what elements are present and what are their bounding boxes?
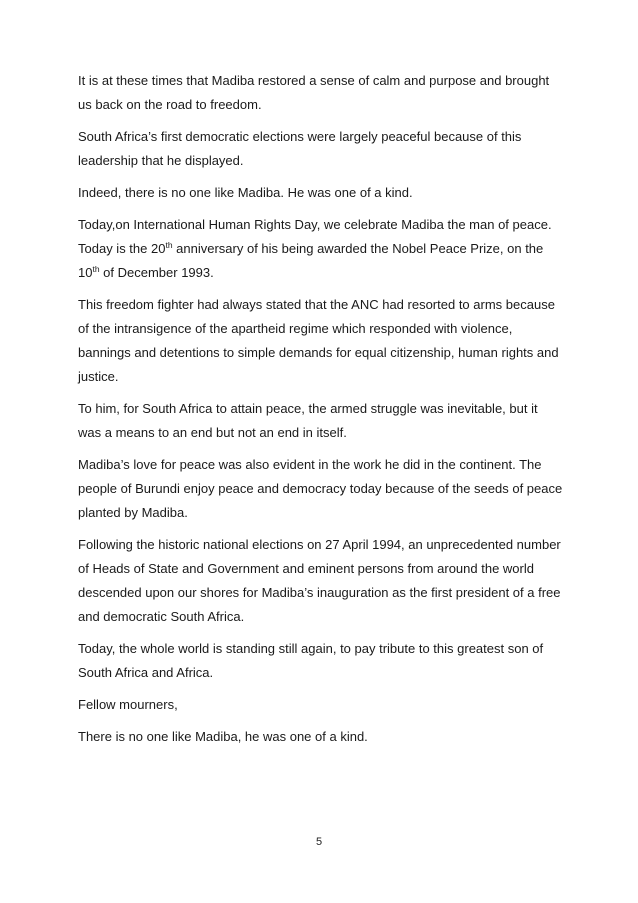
text-line: people of Burundi enjoy peace and democracy today because of the seeds of peace bbox=[78, 481, 563, 496]
paragraph bbox=[78, 637, 578, 685]
text-line: South Africa’s first democratic elections were largely peaceful because of this bbox=[78, 129, 522, 144]
paragraph bbox=[78, 533, 578, 629]
text-fragment: anniversary of his being awarded the Nobel Peace Prize, on the bbox=[172, 241, 544, 256]
text-line: It is at these times that Madiba restored a sense of calm and purpose and brought bbox=[78, 73, 550, 88]
text-line: was a means to an end but not an end in itself. bbox=[78, 425, 347, 440]
text-fragment: of December 1993. bbox=[99, 265, 214, 280]
paragraph bbox=[78, 125, 578, 173]
text-line: There is no one like Madiba, he was one of a kind. bbox=[78, 729, 368, 744]
text-line: of Heads of State and Government and eminent persons from around the world bbox=[78, 561, 534, 576]
page-number: 5 bbox=[315, 836, 323, 848]
paragraph bbox=[78, 181, 578, 205]
text-line: leadership that he displayed. bbox=[78, 153, 244, 168]
text-line: Madiba’s love for peace was also evident in the work he did in the continent. The bbox=[78, 457, 542, 472]
text-line: To him, for South Africa to attain peace, the armed struggle was inevitable, but it bbox=[78, 401, 538, 416]
text-line: This freedom fighter had always stated that the ANC had resorted to arms because bbox=[78, 297, 555, 312]
text-line: and democratic South Africa. bbox=[78, 609, 245, 624]
ordinal-superscript: th bbox=[92, 264, 100, 274]
ordinal-superscript: th bbox=[165, 240, 173, 250]
text-line: of the intransigence of the apartheid regime which responded with violence, bbox=[78, 321, 513, 336]
paragraph bbox=[78, 397, 578, 445]
paragraph bbox=[78, 725, 578, 749]
text-line: planted by Madiba. bbox=[78, 505, 188, 520]
paragraph bbox=[78, 213, 578, 285]
text-fragment: Today is the 20 bbox=[78, 241, 166, 256]
text-line: Fellow mourners, bbox=[78, 697, 178, 712]
text-line: bannings and detentions to simple demands for equal citizenship, human rights and bbox=[78, 345, 559, 360]
text-line: South Africa and Africa. bbox=[78, 665, 214, 680]
paragraph bbox=[78, 693, 578, 717]
body-text bbox=[78, 69, 578, 757]
text-line bbox=[78, 237, 578, 261]
paragraph bbox=[78, 293, 578, 389]
text-line: Following the historic national elections on 27 April 1994, an unprecedented number bbox=[78, 537, 561, 552]
text-line: justice. bbox=[78, 369, 119, 384]
paragraph bbox=[78, 69, 578, 117]
text-fragment: 10 bbox=[78, 265, 93, 280]
text-line: Today, the whole world is standing still again, to pay tribute to this greatest son of bbox=[78, 641, 544, 656]
text-line: Indeed, there is no one like Madiba. He was one of a kind. bbox=[78, 185, 413, 200]
text-line: descended upon our shores for Madiba’s inauguration as the first president of a free bbox=[78, 585, 561, 600]
text-line: us back on the road to freedom. bbox=[78, 97, 262, 112]
text-line bbox=[78, 261, 578, 285]
paragraph bbox=[78, 453, 578, 525]
text-line: Today,on International Human Rights Day, we celebrate Madiba the man of peace. bbox=[78, 217, 552, 232]
